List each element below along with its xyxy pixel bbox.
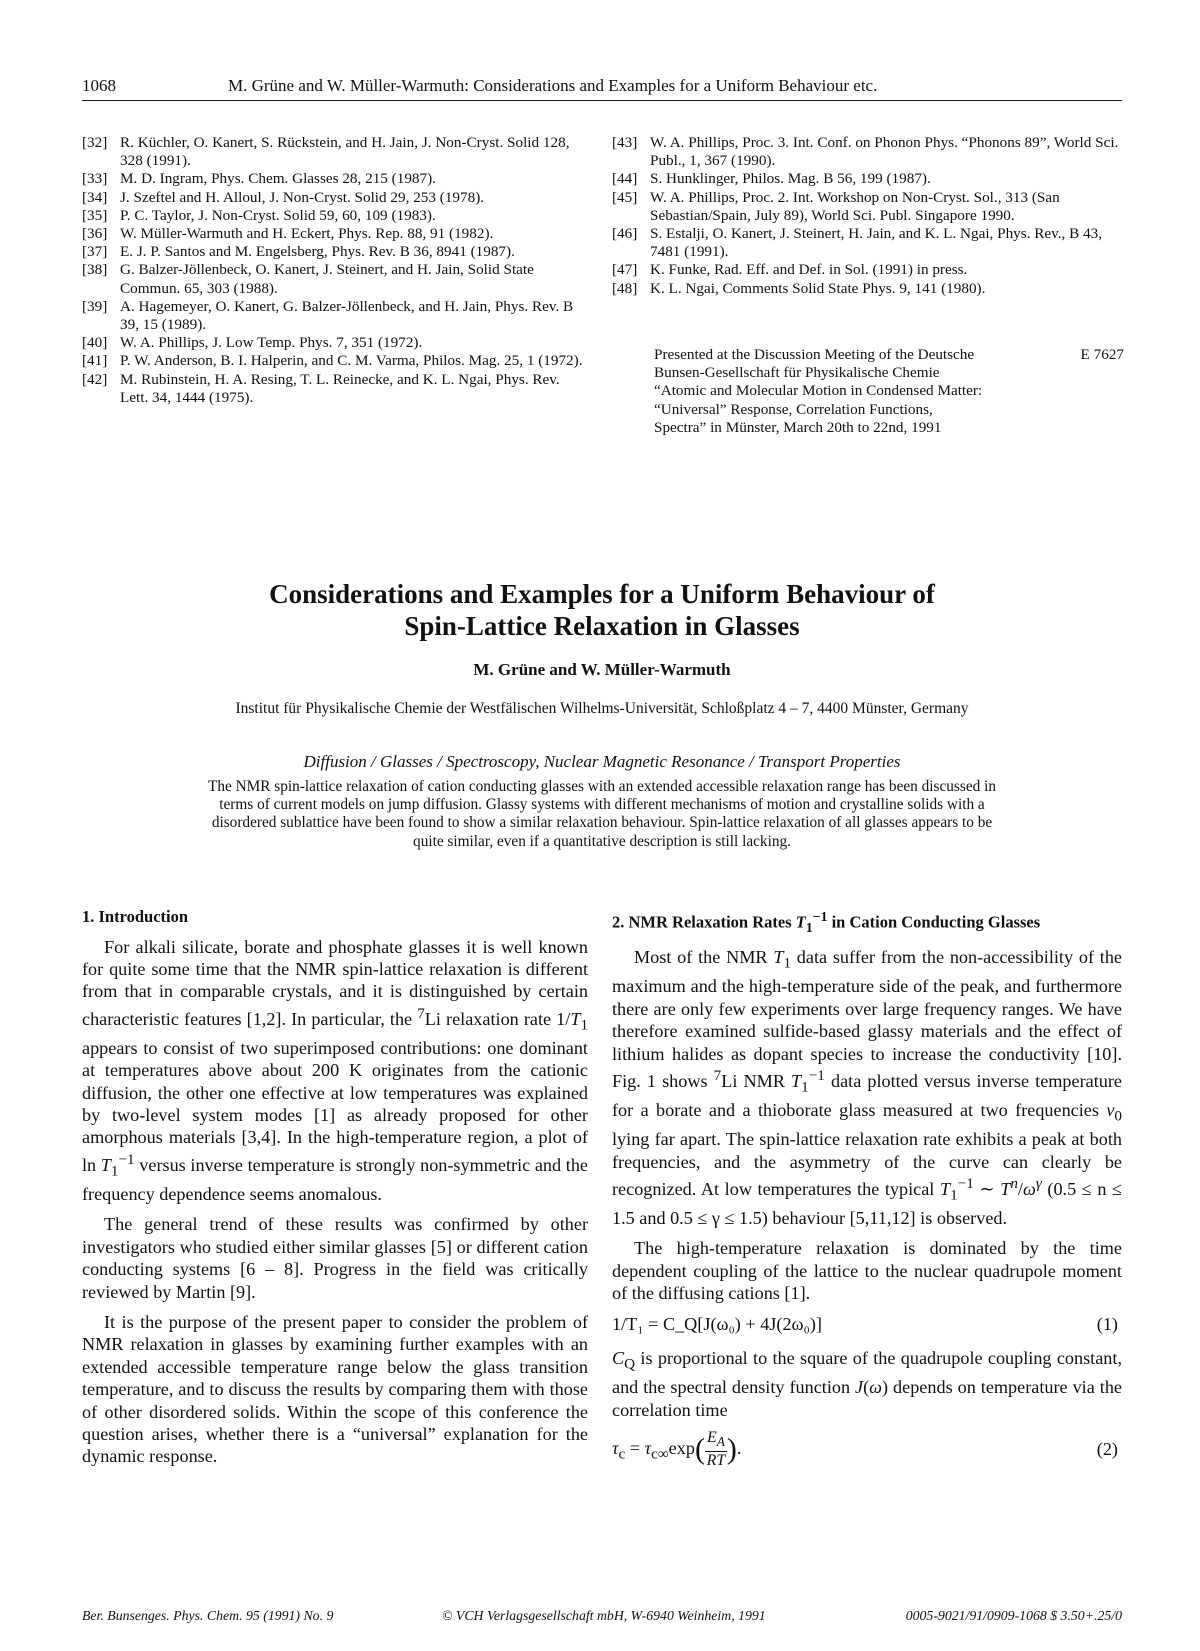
column-right — [612, 908, 1122, 1482]
intro-paragraph-3: It is the purpose of the present paper to consider the problem of NMR relaxation in glasses by examining further examples with an extended accessible temperature range below the glass transition temperature, and to discuss the results by comparing them with those of other disordered solids. Within the scope of this conference the question arises, whether there is a “universal” explanation for the dynamic response. — [82, 1312, 588, 1467]
reference-number: [33] — [82, 170, 108, 188]
equation-2-body: $\tau_c = \tau_{c\infty}\exp$( $\frac{E_A}{RT}$ ). — [612, 1428, 742, 1470]
reference-item — [82, 134, 590, 170]
reference-text: K. L. Ngai, Comments Solid State Phys. 9, 141 (1980). — [650, 279, 986, 297]
reference-item — [82, 170, 590, 188]
reference-item — [82, 371, 590, 407]
article-title — [82, 578, 1122, 642]
reference-text: P. W. Anderson, B. I. Halperin, and C. M. Varma, Philos. Mag. 25, 1 (1972). — [120, 352, 583, 370]
reference-text: R. Küchler, O. Kanert, S. Rückstein, and H. Jain, J. Non-Cryst. Solid 128, 328 (1991). — [120, 134, 570, 170]
article-authors: M. Grüne and W. Müller-Warmuth — [473, 660, 731, 679]
reference-text: M. D. Ingram, Phys. Chem. Glasses 28, 215 (1987). — [120, 170, 436, 188]
meeting-note-code: E 7627 — [1080, 346, 1124, 363]
running-title: M. Grüne and W. Müller-Warmuth: Considerations and Examples for a Uniform Behaviour etc. — [228, 76, 878, 95]
reference-text: W. A. Phillips, J. Low Temp. Phys. 7, 351 (1972). — [120, 334, 423, 352]
article-title-line-2: Spin-Lattice Relaxation in Glasses — [404, 611, 800, 641]
section2-paragraph-1: Most of the NMR $T_1$ data suffer from the non-accessibility of the maximum and the high-temperature side of the peak, and furthermore there are only few experiments over large frequency ranges. We have therefore examined sulfide-based glassy materials and the effect of lithium halides as dopant species to increase the conductivity [10]. Fig. 1 shows $^7$Li NMR $T_1^{-1}$ data plotted versus inverse temperature for a borate and a thioborate glass measured at two frequencies $\nu_0$ lying far apart. The spin-lattice relaxation rate exhibits a peak at both frequencies, and the asymmetry of the curve can clearly be recognized. At low temperatures the typical $T_1^{-1}$ ∼ $T^n/\omega^\gamma$ (0.5 ≤ n ≤ 1.5 and 0.5 ≤ γ ≤ 1.5) behaviour [5,11,12] is observed. — [612, 947, 1123, 1229]
reference-number: [32] — [82, 134, 108, 151]
reference-item — [612, 189, 1124, 225]
reference-number: [36] — [82, 225, 108, 243]
reference-text: M. Rubinstein, H. A. Resing, T. L. Reinecke, and K. L. Ngai, Phys. Rev. Lett. 34, 1444 (1975). — [120, 370, 560, 406]
section2-paragraph-3: $C_Q$ is proportional to the square of the quadrupole coupling constant, and the spectral density function J(ω) depends on temperature via the correlation time — [612, 1348, 1122, 1420]
article-abstract: The NMR spin-lattice relaxation of cation conducting glasses with an extended accessible relaxation range has been discussed in terms of current models on jump diffusion. Glassy systems with different mechanisms of motion and crystalline solids with a disordered sublattice have been found to show a similar relaxation behaviour. Spin-lattice relaxation of all glasses appears to be quite similar, even if a quantitative description is still lacking. — [208, 778, 996, 850]
reference-item — [612, 170, 1124, 188]
reference-item — [82, 207, 590, 225]
reference-text: W. A. Phillips, Proc. 3. Int. Conf. on Phonon Phys. “Phonons 89”, World Sci. Publ., 1, 367 (1990). — [650, 134, 1119, 170]
reference-text: S. Estalji, O. Kanert, J. Steinert, H. Jain, and K. L. Ngai, Phys. Rev., B 43, 7481 (1991). — [650, 225, 1103, 261]
reference-text: J. Szeftel and H. Alloul, J. Non-Cryst. Solid 29, 253 (1978). — [120, 188, 485, 206]
reference-item — [612, 280, 1124, 298]
reference-item — [612, 134, 1124, 170]
reference-item — [612, 261, 1124, 279]
footer-journal: Ber. Bunsenges. Phys. Chem. 95 (1991) No. 9 — [82, 1608, 334, 1623]
reference-list-right — [612, 134, 1124, 298]
reference-number: [45] — [612, 188, 638, 206]
equation-2-number: (2) — [1096, 1439, 1118, 1460]
reference-text: W. A. Phillips, Proc. 2. Int. Workshop on Non-Cryst. Sol., 313 (San Sebastian/Spain, July 89), World Sci. Publ. Singapore 1990. — [650, 188, 1060, 224]
reference-number: [47] — [612, 261, 638, 279]
reference-number: [34] — [82, 188, 108, 206]
reference-text: S. Hunklinger, Philos. Mag. B 56, 199 (1987). — [650, 170, 931, 188]
meeting-note-text: Presented at the Discussion Meeting of the Deutsche Bunsen-Gesellschaft für Physikalische Chemie “Atomic and Molecular Motion in Condensed Matter: “Universal” Response, Correlation Functions, Spectra” in Münster, March 20th to 22nd, 1991 — [654, 346, 983, 436]
reference-text: G. Balzer-Jöllenbeck, O. Kanert, J. Steinert, and H. Jain, Solid State Commun. 65, 303 (1988). — [120, 261, 534, 297]
reference-text: P. C. Taylor, J. Non-Cryst. Solid 59, 60, 109 (1983). — [120, 206, 436, 224]
reference-item — [82, 352, 590, 370]
equation-1-number: (1) — [1096, 1313, 1118, 1334]
reference-text: W. Müller-Warmuth and H. Eckert, Phys. Rep. 88, 91 (1982). — [120, 225, 494, 243]
running-header — [82, 74, 1122, 101]
equation-1 — [612, 1313, 1122, 1335]
reference-text: K. Funke, Rad. Eff. and Def. in Sol. (1991) in press. — [650, 261, 968, 279]
reference-text: E. J. P. Santos and M. Engelsberg, Phys. Rev. B 36, 8941 (1987). — [120, 243, 515, 261]
meeting-note — [654, 346, 1124, 437]
reference-number: [35] — [82, 206, 108, 224]
reference-number: [39] — [82, 297, 108, 315]
footer-code: 0005-9021/91/0909-1068 $ 3.50+.25/0 — [905, 1608, 1122, 1623]
reference-number: [44] — [612, 170, 638, 188]
reference-number: [46] — [612, 225, 638, 243]
reference-item — [82, 261, 590, 297]
section-heading-introduction: 1. Introduction — [82, 907, 189, 926]
reference-number: [40] — [82, 334, 108, 352]
column-left — [82, 908, 588, 1476]
article-title-line-1: Considerations and Examples for a Uniform Behaviour of — [269, 579, 935, 609]
equation-1-body: 1/T₁ = C_Q[J(ω₀) + 4J(2ω₀)] — [612, 1313, 822, 1334]
article-keywords: Diffusion / Glasses / Spectroscopy, Nuclear Magnetic Resonance / Transport Properties — [303, 752, 901, 771]
reference-number: [41] — [82, 352, 108, 370]
reference-item — [82, 243, 590, 261]
reference-item — [82, 189, 590, 207]
equation-2 — [612, 1429, 1122, 1470]
reference-number: [42] — [82, 370, 108, 388]
page-number: 1068 — [82, 76, 116, 95]
reference-number: [48] — [612, 279, 638, 297]
reference-text: A. Hagemeyer, O. Kanert, G. Balzer-Jöllenbeck, and H. Jain, Phys. Rev. B 39, 15 (1989). — [120, 297, 574, 334]
section2-paragraph-2: The high-temperature relaxation is dominated by the time dependent coupling of the lattice to the nuclear quadrupole moment of the diffusing cations [1]. — [612, 1238, 1122, 1304]
reference-number: [43] — [612, 134, 638, 151]
reference-item — [82, 298, 590, 334]
section-heading-nmr-rates: 2. NMR Relaxation Rates $T_1^{-1}$ in Cation Conducting Glasses — [612, 909, 1041, 935]
reference-item — [82, 334, 590, 352]
intro-paragraph-2: The general trend of these results was confirmed by other investigators who studied either similar glasses [5] or different cation conducting systems [6 – 8]. Progress in the field was critically reviewed by Martin [9]. — [82, 1214, 588, 1302]
footer-publisher: © VCH Verlagsgesellschaft mbH, W-6940 Weinheim, 1991 — [442, 1608, 766, 1623]
intro-paragraph-1: For alkali silicate, borate and phosphate glasses it is well known for quite some time that the NMR spin-lattice relaxation is different from that in comparable crystals, and it is distinguished by certain characteristic features [1,2]. In particular, the $^7$Li relaxation rate $1/T_1$ appears to consist of two superimposed contributions: one dominant at temperatures above about 200 K originates from the cationic diffusion, the other one effective at low temperatures was explained by two-level system modes [1] as already proposed for other amorphous materials [3,4]. In the high-temperature region, a plot of $\ln T_1^{-1}$ versus inverse temperature is strongly non-symmetric and the frequency dependence seems anomalous. — [82, 936, 589, 1204]
reference-number: [37] — [82, 243, 108, 261]
article-affiliation: Institut für Physikalische Chemie der Westfälischen Wilhelms-Universität, Schloßplatz 4 – 7, 4400 Münster, Germany — [235, 700, 969, 717]
reference-number: [38] — [82, 261, 108, 279]
reference-item — [612, 225, 1124, 261]
reference-list-left — [82, 134, 590, 407]
reference-item — [82, 225, 590, 243]
